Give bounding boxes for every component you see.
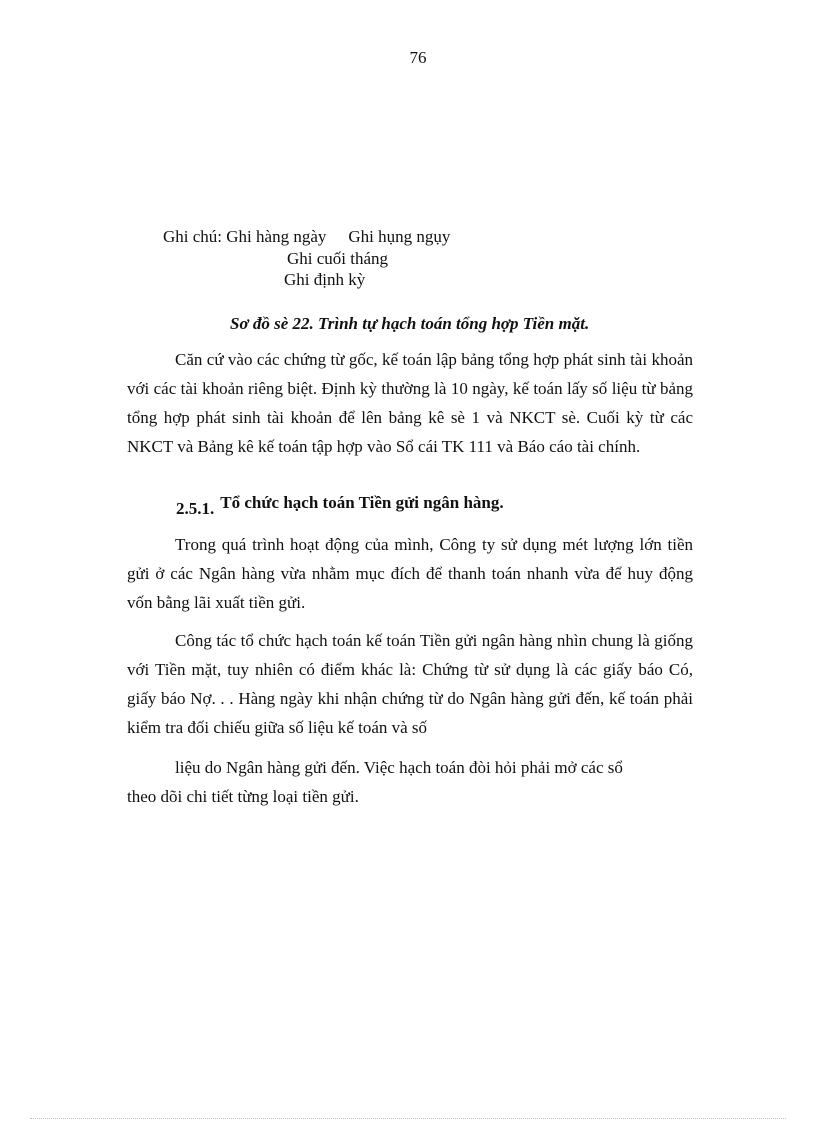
continuation-line-1: liệu do Ngân hàng gửi đến. Việc hạch toán đòi hỏi phải mở các sổ [175,758,623,777]
diagram-legend [163,226,450,291]
footer-divider [30,1118,786,1119]
legend-periodic: Ghi định kỳ [284,270,366,289]
legend-daily-label: Ghi chú: Ghi hàng ngày [163,227,327,246]
paragraph-summary-process: Căn cứ vào các chứng từ gốc, kế toán lập bảng tổng hợp phát sinh tài khoản với các tài khoản riêng biệt. Định kỳ thường là 10 ngày, kế toán lấy số liệu từ bảng tổng hợp phát sinh tài khoản để lên bảng kê sè 1 và NKCT sè. Cuối kỳ từ các NKCT và Bảng kê kế toán tập hợp vào Sổ cái TK 111 và Báo cáo tài chính. [127,350,693,456]
paragraph-continuation [127,753,693,811]
legend-end-of-month: Ghi cuối tháng [287,248,389,268]
section-heading [176,493,504,518]
legend-line-daily [163,226,450,248]
page-number: 76 [409,48,427,67]
paragraph-bank-accounting: Công tác tổ chức hạch toán kế toán Tiền gửi ngân hàng nhìn chung là giống với Tiền mặt, tuy nhiên có điểm khác là: Chứng từ sử dụng là các giấy báo Có, giấy báo Nợ. . . Hàng ngày khi nhận chứng từ do Ngân hàng gửi đến, kế toán phải kiểm tra đối chiếu giữa số liệu kế toán và số [127,631,693,737]
paragraph-bank-deposits: Trong quá trình hoạt động của mình, Công ty sử dụng mét lượng lớn tiền gửi ở các Ngân hàng vừa nhằm mục đích để thanh toán nhanh vừa để huy động vốn bằng lãi xuất tiền gửi. [127,535,693,612]
section-number: 2.5.1. [176,499,215,518]
legend-check-label: Ghi hụng ngụy [348,227,451,246]
continuation-line-2: theo dõi chi tiết từng loại tiền gửi. [127,787,359,806]
diagram-caption: Sơ đồ sè 22. Trình tự hạch toán tổng hợp Tiền mặt. [230,314,590,333]
section-title: Tổ chức hạch toán Tiền gửi ngân hàng. [220,493,504,512]
